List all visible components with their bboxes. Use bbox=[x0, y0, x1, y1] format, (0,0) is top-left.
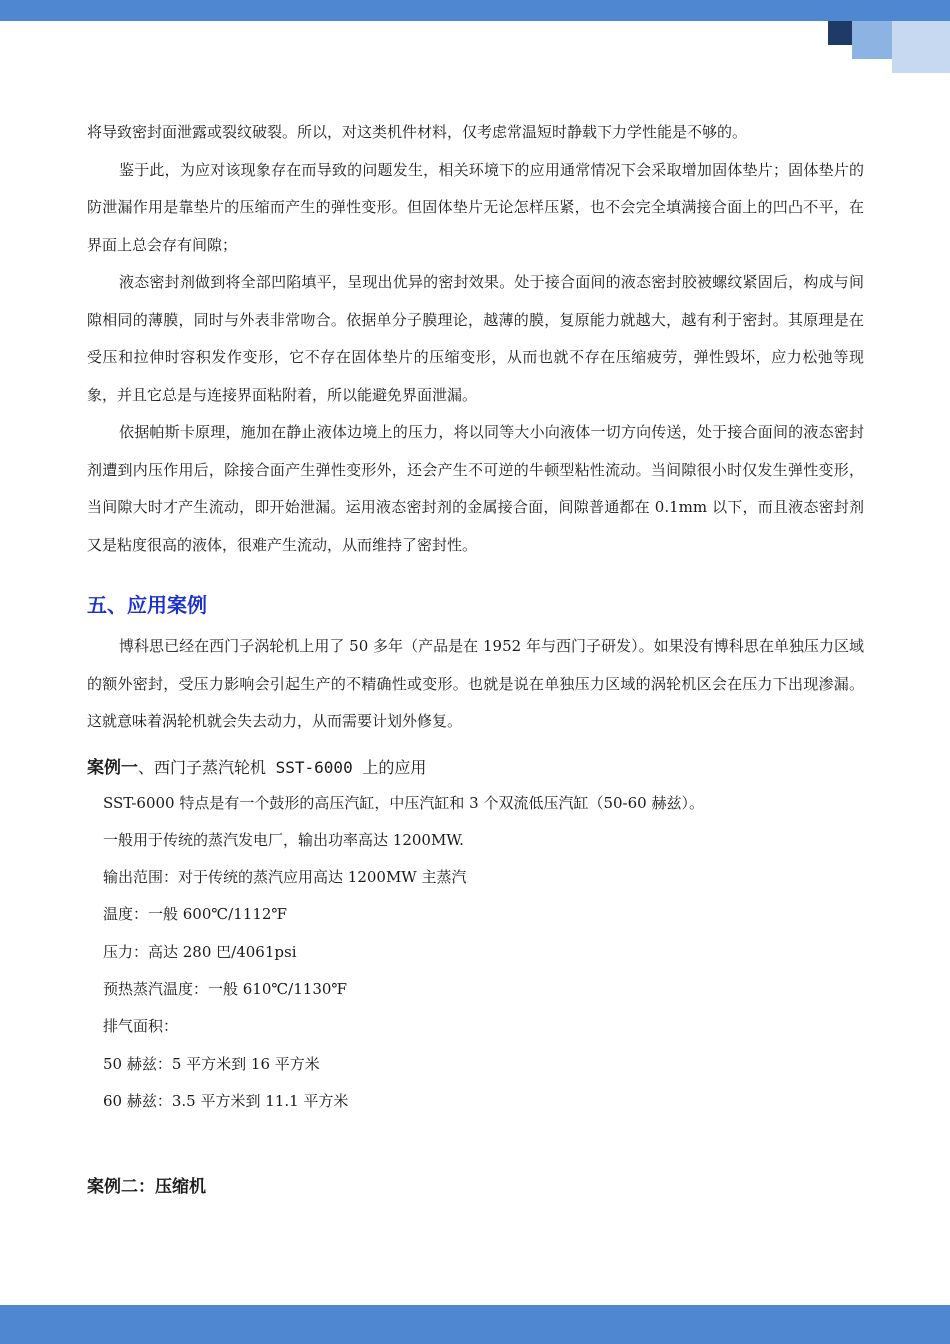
spec-item: 60 赫兹：3.5 平方米到 11.1 平方米 bbox=[103, 1091, 349, 1110]
corner-decoration-dark bbox=[828, 21, 852, 45]
spec-item: 温度：一般 600℃/1112℉ bbox=[103, 905, 288, 924]
spec-item: 排气面积： bbox=[103, 1017, 179, 1036]
spec-item: 50 赫兹：5 平方米到 16 平方米 bbox=[103, 1054, 320, 1073]
section-heading-application-cases: 五、应用案例 bbox=[87, 593, 207, 617]
document-body bbox=[87, 114, 864, 1202]
case1-heading-lead: 案例一 bbox=[87, 757, 138, 778]
spec-item: 一般用于传统的蒸汽发电厂，输出功率高达 1200MW. bbox=[103, 830, 464, 849]
corner-decoration-mid bbox=[852, 21, 892, 59]
paragraph-liquid-sealant: 液态密封剂做到将全部凹陷填平，呈现出优异的密封效果。处于接合面间的液态密封胶被螺纹紧固后，构成与间隙相同的薄膜，同时与外表非常吻合。依据单分子膜理论，越薄的膜，复原能力就越大，越有利于密封。其原理是在受压和拉伸时容积发作变形，它不存在固体垫片的压缩变形，从而也就不存在压缩疲劳，弹性毁坏，应力松弛等现象，并且它总是与连接界面粘附着，所以能避免界面泄漏。 bbox=[87, 273, 864, 404]
case1-heading-rest: 、西门子蒸汽轮机 SST-6000 上的应用 bbox=[138, 757, 427, 777]
paragraph-application-intro: 博科思已经在西门子涡轮机上用了 50 多年（产品是在 1952 年与西门子研发）。如果没有博科思在单独压力区域的额外密封，受压力影响会引起生产的不精确性或变形。也就是说在单独压力区域的涡轮机区会在压力下出现渗漏。这就意味着涡轮机就会失去动力，从而需要计划外修复。 bbox=[87, 637, 864, 730]
paragraph-pascal-principle: 依据帕斯卡原理，施加在静止液体边境上的压力，将以同等大小向液体一切方向传送，处于接合面间的液态密封剂遭到内压作用后，除接合面产生弹性变形外，还会产生不可逆的牛顿型粘性流动。当间隙很小时仅发生弹性变形，当间隙大时才产生流动，即开始泄漏。运用液态密封剂的金属接合面，间隙普通都在 0.1mm 以下，而且液态密封剂又是粘度很高的液体，很难产生流动，从而维持了密封性。 bbox=[87, 423, 864, 554]
spec-item: 压力：高达 280 巴/4061psi bbox=[103, 942, 297, 961]
footer-bar bbox=[0, 1305, 950, 1344]
header-bar bbox=[0, 0, 950, 21]
spec-item: 输出范围：对于传统的蒸汽应用高达 1200MW 主蒸汽 bbox=[103, 868, 467, 887]
paragraph-solid-gasket: 鉴于此，为应对该现象存在而导致的问题发生，相关环境下的应用通常情况下会采取增加固体垫片；固体垫片的防泄漏作用是靠垫片的压缩而产生的弹性变形。但固体垫片无论怎样压紧，也不会完全填满接合面上的凹凸不平，在界面上总会存有间隙； bbox=[87, 160, 864, 254]
paragraph-continuation: 将导致密封面泄露或裂纹破裂。所以，对这类机件材料，仅考虑常温短时静载下力学性能是不够的。 bbox=[87, 123, 748, 141]
spec-item: SST-6000 特点是有一个鼓形的高压汽缸，中压汽缸和 3 个双流低压汽缸（50-60 赫兹）。 bbox=[103, 793, 704, 812]
case1-heading bbox=[87, 753, 864, 783]
corner-decoration-light bbox=[892, 21, 950, 73]
case1-spec-list bbox=[87, 785, 864, 1121]
case2-heading: 案例二：压缩机 bbox=[87, 1177, 206, 1198]
spec-item: 预热蒸汽温度：一般 610℃/1130℉ bbox=[103, 979, 348, 998]
